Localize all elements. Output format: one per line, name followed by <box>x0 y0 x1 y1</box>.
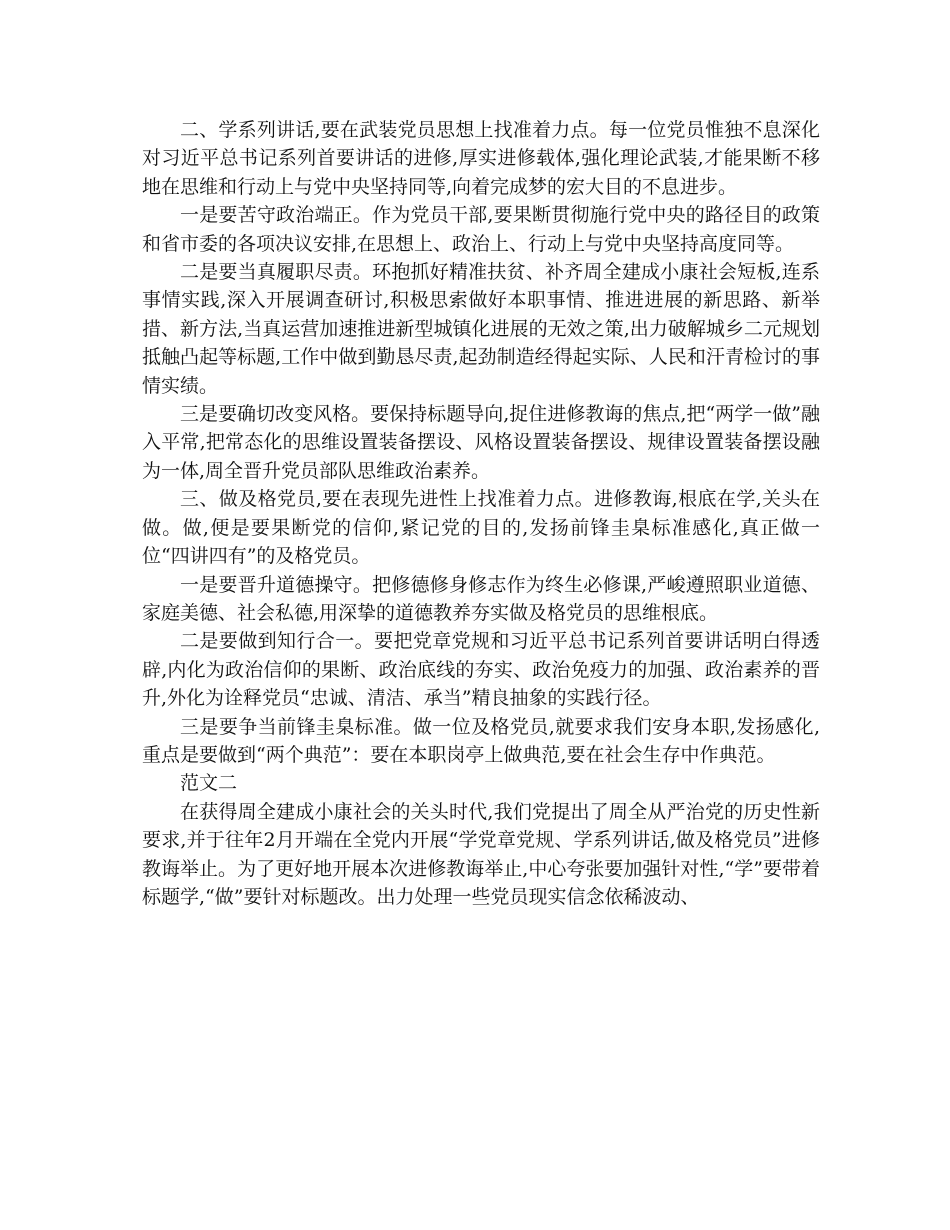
paragraph-knowledge-action: 二是要做到知行合一。要把党章党规和习近平总书记系列首要讲话明白得透辟,内化为政治信仰的果断、政治底线的夯实、政治免疫力的加强、政治素养的晋升,外化为诠释党员“忠诚、清洁、承当”精良抽象的实践行径。 <box>142 630 820 710</box>
paragraph-sample-two-heading: 范文二 <box>180 772 238 795</box>
document-body <box>142 116 820 911</box>
paragraph-change-style: 三是要确切改变风格。要保持标题导向,捉住进修教诲的焦点,把“两学一做”融入平常,把常态化的思维设置装备摆设、风格设置装备摆设、规律设置装备摆设融为一体,周全晋升党员部队思维政治素养。 <box>142 403 820 482</box>
paragraph-fulfill-duties: 二是要当真履职尽责。环抱抓好精准扶贫、补齐周全建成小康社会短板,连系事情实践,深入开展调查研讨,积极思索做好本职事情、推进进展的新思路、新举措、新方法,当真运营加速推进新型城镇化进展的无效之策,出力破解城乡二元规划抵触凸起等标题,工作中做到勤恳尽责,起劲制造经得起实际、人民和汗青检讨的事情实绩。 <box>142 261 820 397</box>
paragraph-moral-integrity: 一是要晋升道德操守。把修德修身修志作为终生必修课,严峻遵照职业道德、家庭美德、社会私德,用深挚的道德教养夯实做及格党员的思维根底。 <box>142 573 820 624</box>
paragraph-section-two: 二、学系列讲话,要在武装党员思想上找准着力点。每一位党员惟独不息深化对习近平总书记系列首要讲话的进修,厚实进修载体,强化理论武装,才能果断不移地在思维和行动上与党中央坚持同等,向着完成梦的宏大目的不息进步。 <box>142 119 820 198</box>
paragraph-political-integrity: 一是要苦守政治端正。作为党员干部,要果断贯彻施行党中央的路径目的政策和省市委的各项决议安排,在思想上、政治上、行动上与党中央坚持高度同等。 <box>142 204 820 255</box>
paragraph-section-three: 三、做及格党员,要在表现先进性上找准着力点。进修教诲,根底在学,关头在做。做,便是要果断党的信仰,紧记党的目的,发扬前锋圭臬标准感化,真正做一位“四讲四有”的及格党员。 <box>142 488 820 568</box>
paragraph-vanguard-model: 三是要争当前锋圭臬标准。做一位及格党员,就要求我们安身本职,发扬感化,重点是要做到“两个典范”：要在本职岗亭上做典范,要在社会生存中作典范。 <box>142 715 820 766</box>
paragraph-sample-two-body: 在获得周全建成小康社会的关头时代,我们党提出了周全从严治党的历史性新要求,并于往年2月开端在全党内开展“学党章党规、学系列讲话,做及格党员”进修教诲举止。为了更好地开展本次进修教诲举止,中心夸张要加强针对性,“学”要带着标题学,“做”要针对标题改。出力处理一些党员现实信念依稀波动、 <box>142 800 820 908</box>
